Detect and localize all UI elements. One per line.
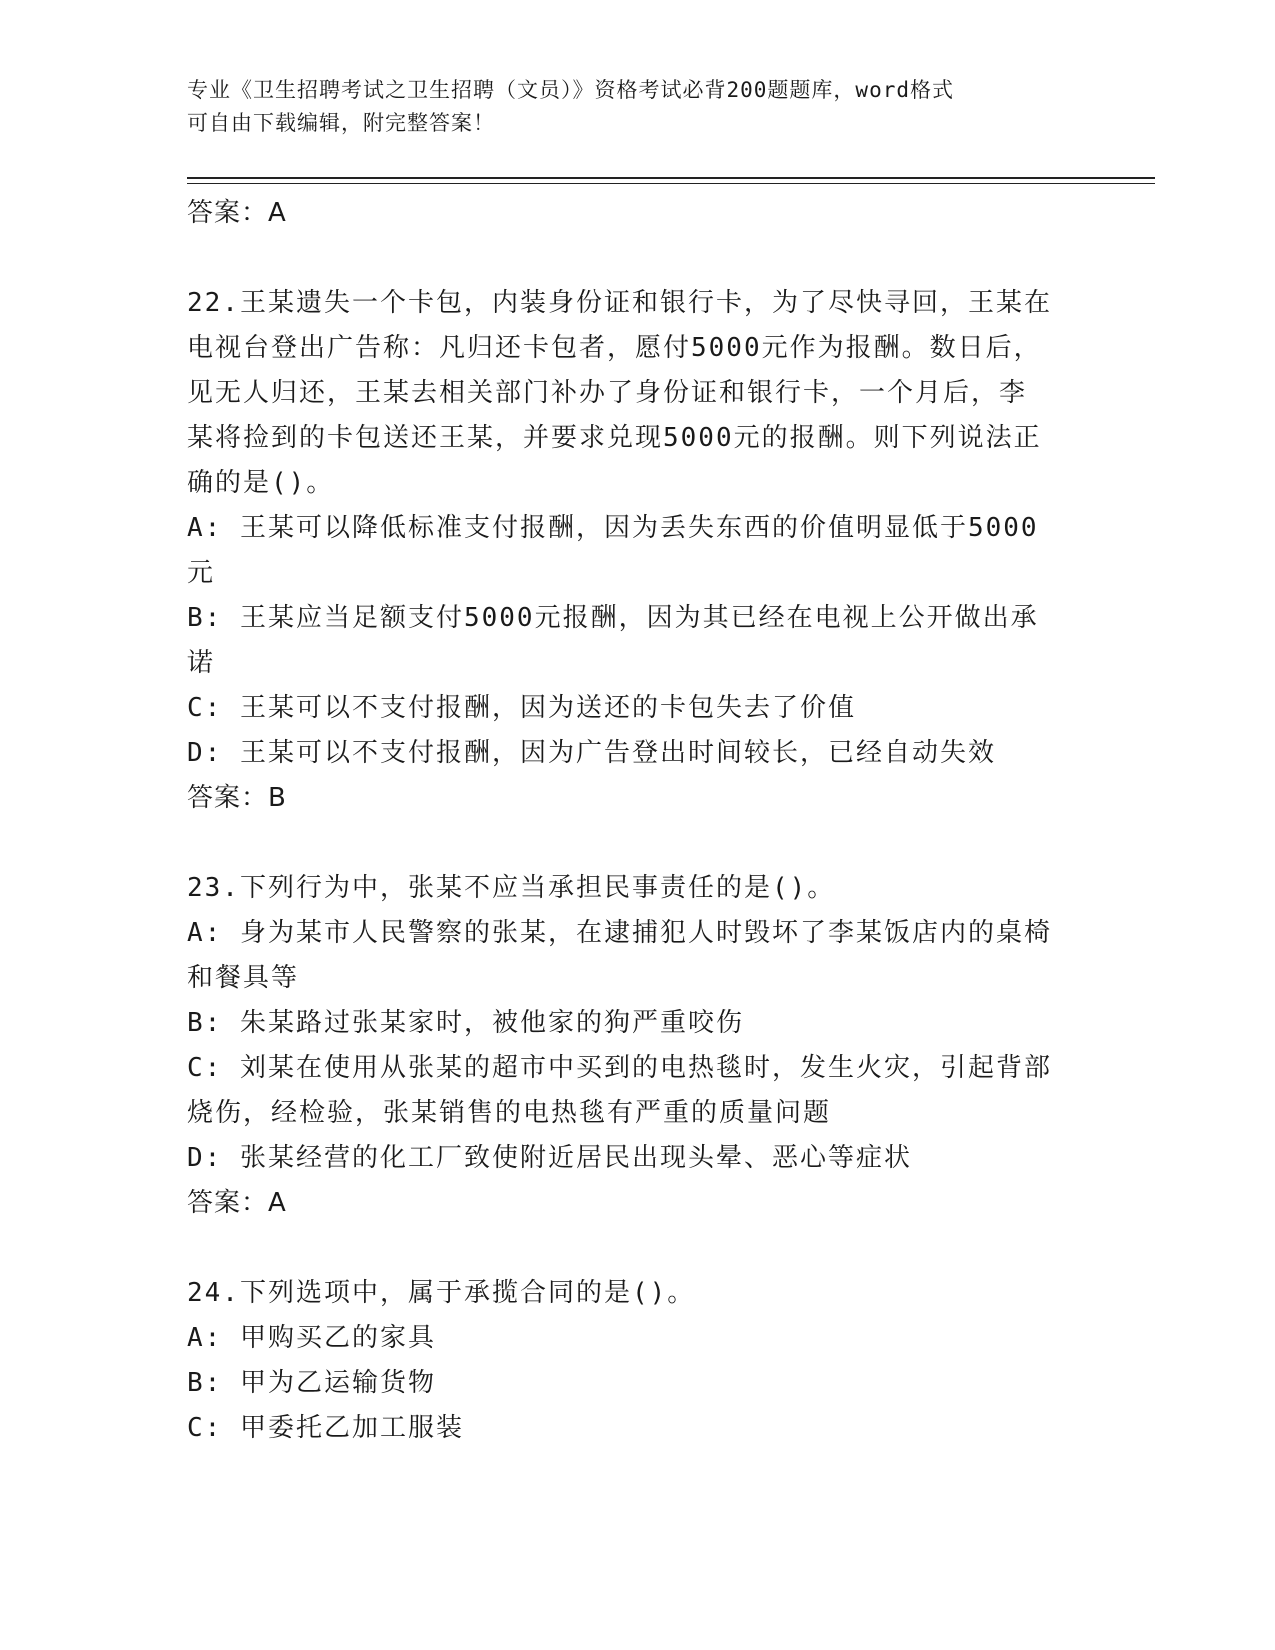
q22-answer: 答案：B (187, 783, 287, 813)
spacer (187, 1226, 1087, 1271)
q22-stem-line-2: 电视台登出广告称：凡归还卡包者，愿付5000元作为报酬。数日后， (187, 333, 1042, 363)
q22-option-b-line-2: 诺 (187, 648, 216, 678)
q23-option-c-line-2: 烧伤，经检验，张某销售的电热毯有严重的质量问题 (187, 1098, 832, 1128)
q22-stem-line-4: 某将捡到的卡包送还王某，并要求兑现5000元的报酬。则下列说法正 (187, 423, 1042, 453)
q23-option-a-line-1: A: 身为某市人民警察的张某，在逮捕犯人时毁坏了李某饭店内的桌椅 (187, 918, 1052, 948)
q23-stem: 23.下列行为中，张某不应当承担民事责任的是()。 (187, 873, 836, 903)
question-22 (187, 281, 1087, 821)
previous-answer: 答案：A (187, 198, 287, 228)
question-24 (187, 1271, 1087, 1451)
header-line-2: 可自由下载编辑，附完整答案！ (187, 111, 495, 135)
q23-option-a-line-2: 和餐具等 (187, 963, 300, 993)
spacer (187, 236, 1087, 281)
spacer (187, 821, 1087, 866)
q22-option-d: D: 王某可以不支付报酬，因为广告登出时间较长，已经自动失效 (187, 738, 996, 768)
document-header (187, 74, 1067, 140)
q23-option-c-line-1: C: 刘某在使用从张某的超市中买到的电热毯时，发生火灾，引起背部 (187, 1053, 1052, 1083)
q22-stem-line-3: 见无人归还，王某去相关部门补办了身份证和银行卡，一个月后，李 (187, 378, 1028, 408)
q23-answer: 答案：A (187, 1188, 287, 1218)
q22-option-a-line-1: A: 王某可以降低标准支付报酬，因为丢失东西的价值明显低于5000 (187, 513, 1039, 543)
header-divider-thin (187, 183, 1155, 184)
q24-option-b: B: 甲为乙运输货物 (187, 1368, 436, 1398)
q23-option-d: D: 张某经营的化工厂致使附近居民出现头晕、恶心等症状 (187, 1143, 912, 1173)
q24-option-c: C: 甲委托乙加工服装 (187, 1413, 464, 1443)
q22-option-b-line-1: B: 王某应当足额支付5000元报酬，因为其已经在电视上公开做出承 (187, 603, 1039, 633)
q22-stem-line-1: 22.王某遗失一个卡包，内装身份证和银行卡，为了尽快寻回，王某在 (187, 288, 1052, 318)
header-line-1: 专业《卫生招聘考试之卫生招聘（文员）》资格考试必背200题题库，word格式 (187, 78, 954, 102)
q24-option-a: A: 甲购买乙的家具 (187, 1323, 436, 1353)
question-content (187, 191, 1087, 1451)
header-divider-thick (187, 177, 1155, 179)
question-23 (187, 866, 1087, 1226)
q23-option-b: B: 朱某路过张某家时，被他家的狗严重咬伤 (187, 1008, 744, 1038)
q22-stem-line-5: 确的是()。 (187, 468, 335, 498)
q22-option-c: C: 王某可以不支付报酬，因为送还的卡包失去了价值 (187, 693, 856, 723)
q24-stem: 24.下列选项中，属于承揽合同的是()。 (187, 1278, 696, 1308)
q22-option-a-line-2: 元 (187, 558, 216, 588)
